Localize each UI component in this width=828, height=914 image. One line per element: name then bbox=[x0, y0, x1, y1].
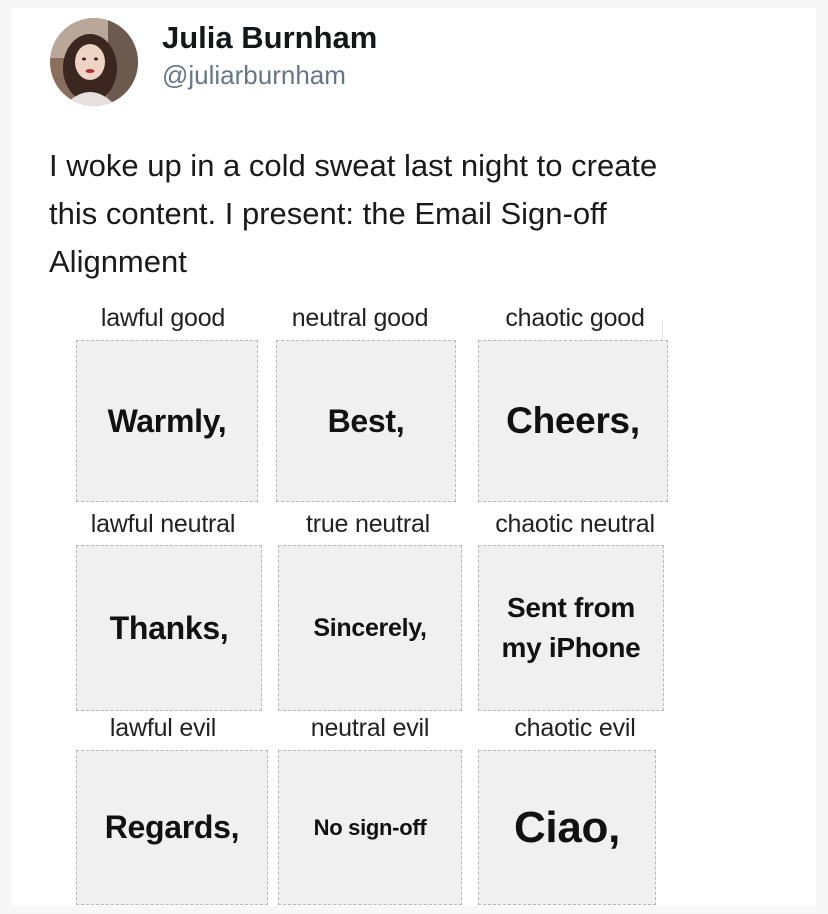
cell-value: No sign-off bbox=[313, 814, 427, 840]
alignment-cell bbox=[278, 545, 462, 711]
alignment-cell bbox=[478, 750, 656, 905]
cell-label: chaotic neutral bbox=[495, 510, 655, 538]
tweet-card bbox=[12, 8, 816, 906]
cell-value: Thanks, bbox=[109, 609, 229, 646]
display-name[interactable]: Julia Burnham bbox=[162, 20, 378, 55]
tweet-text: I woke up in a cold sweat last night to create this content. I present: the Email Sign-off Alignment bbox=[49, 148, 658, 279]
cell-label: lawful evil bbox=[109, 714, 217, 742]
user-handle[interactable]: @juliarburnham bbox=[162, 60, 346, 90]
cell-value: Cheers, bbox=[506, 400, 640, 441]
cell-label: chaotic evil bbox=[514, 714, 636, 742]
cell-label: neutral good bbox=[291, 304, 429, 332]
cell-value: Ciao, bbox=[513, 802, 621, 852]
avatar[interactable] bbox=[50, 18, 138, 106]
alignment-chart bbox=[60, 298, 680, 908]
cell-label: lawful good bbox=[100, 304, 226, 332]
alignment-cell bbox=[76, 545, 262, 711]
cell-value: Sincerely, bbox=[313, 613, 427, 642]
alignment-cell bbox=[478, 340, 668, 502]
cell-value: Warmly, bbox=[107, 402, 227, 439]
cell-label: neutral evil bbox=[310, 714, 430, 742]
alignment-cell bbox=[76, 340, 258, 502]
alignment-cell bbox=[76, 750, 268, 905]
cell-value: Regards, bbox=[104, 809, 240, 845]
cell-label: true neutral bbox=[305, 510, 431, 538]
cell-value: Best, bbox=[327, 402, 405, 439]
cell-value: Sent from my iPhone bbox=[501, 592, 641, 663]
alignment-cell bbox=[278, 750, 462, 905]
avatar-photo-icon bbox=[50, 18, 138, 106]
cell-label: lawful neutral bbox=[90, 510, 236, 538]
cell-label: chaotic good bbox=[505, 304, 645, 332]
alignment-cell bbox=[276, 340, 456, 502]
alignment-cell bbox=[478, 545, 664, 711]
